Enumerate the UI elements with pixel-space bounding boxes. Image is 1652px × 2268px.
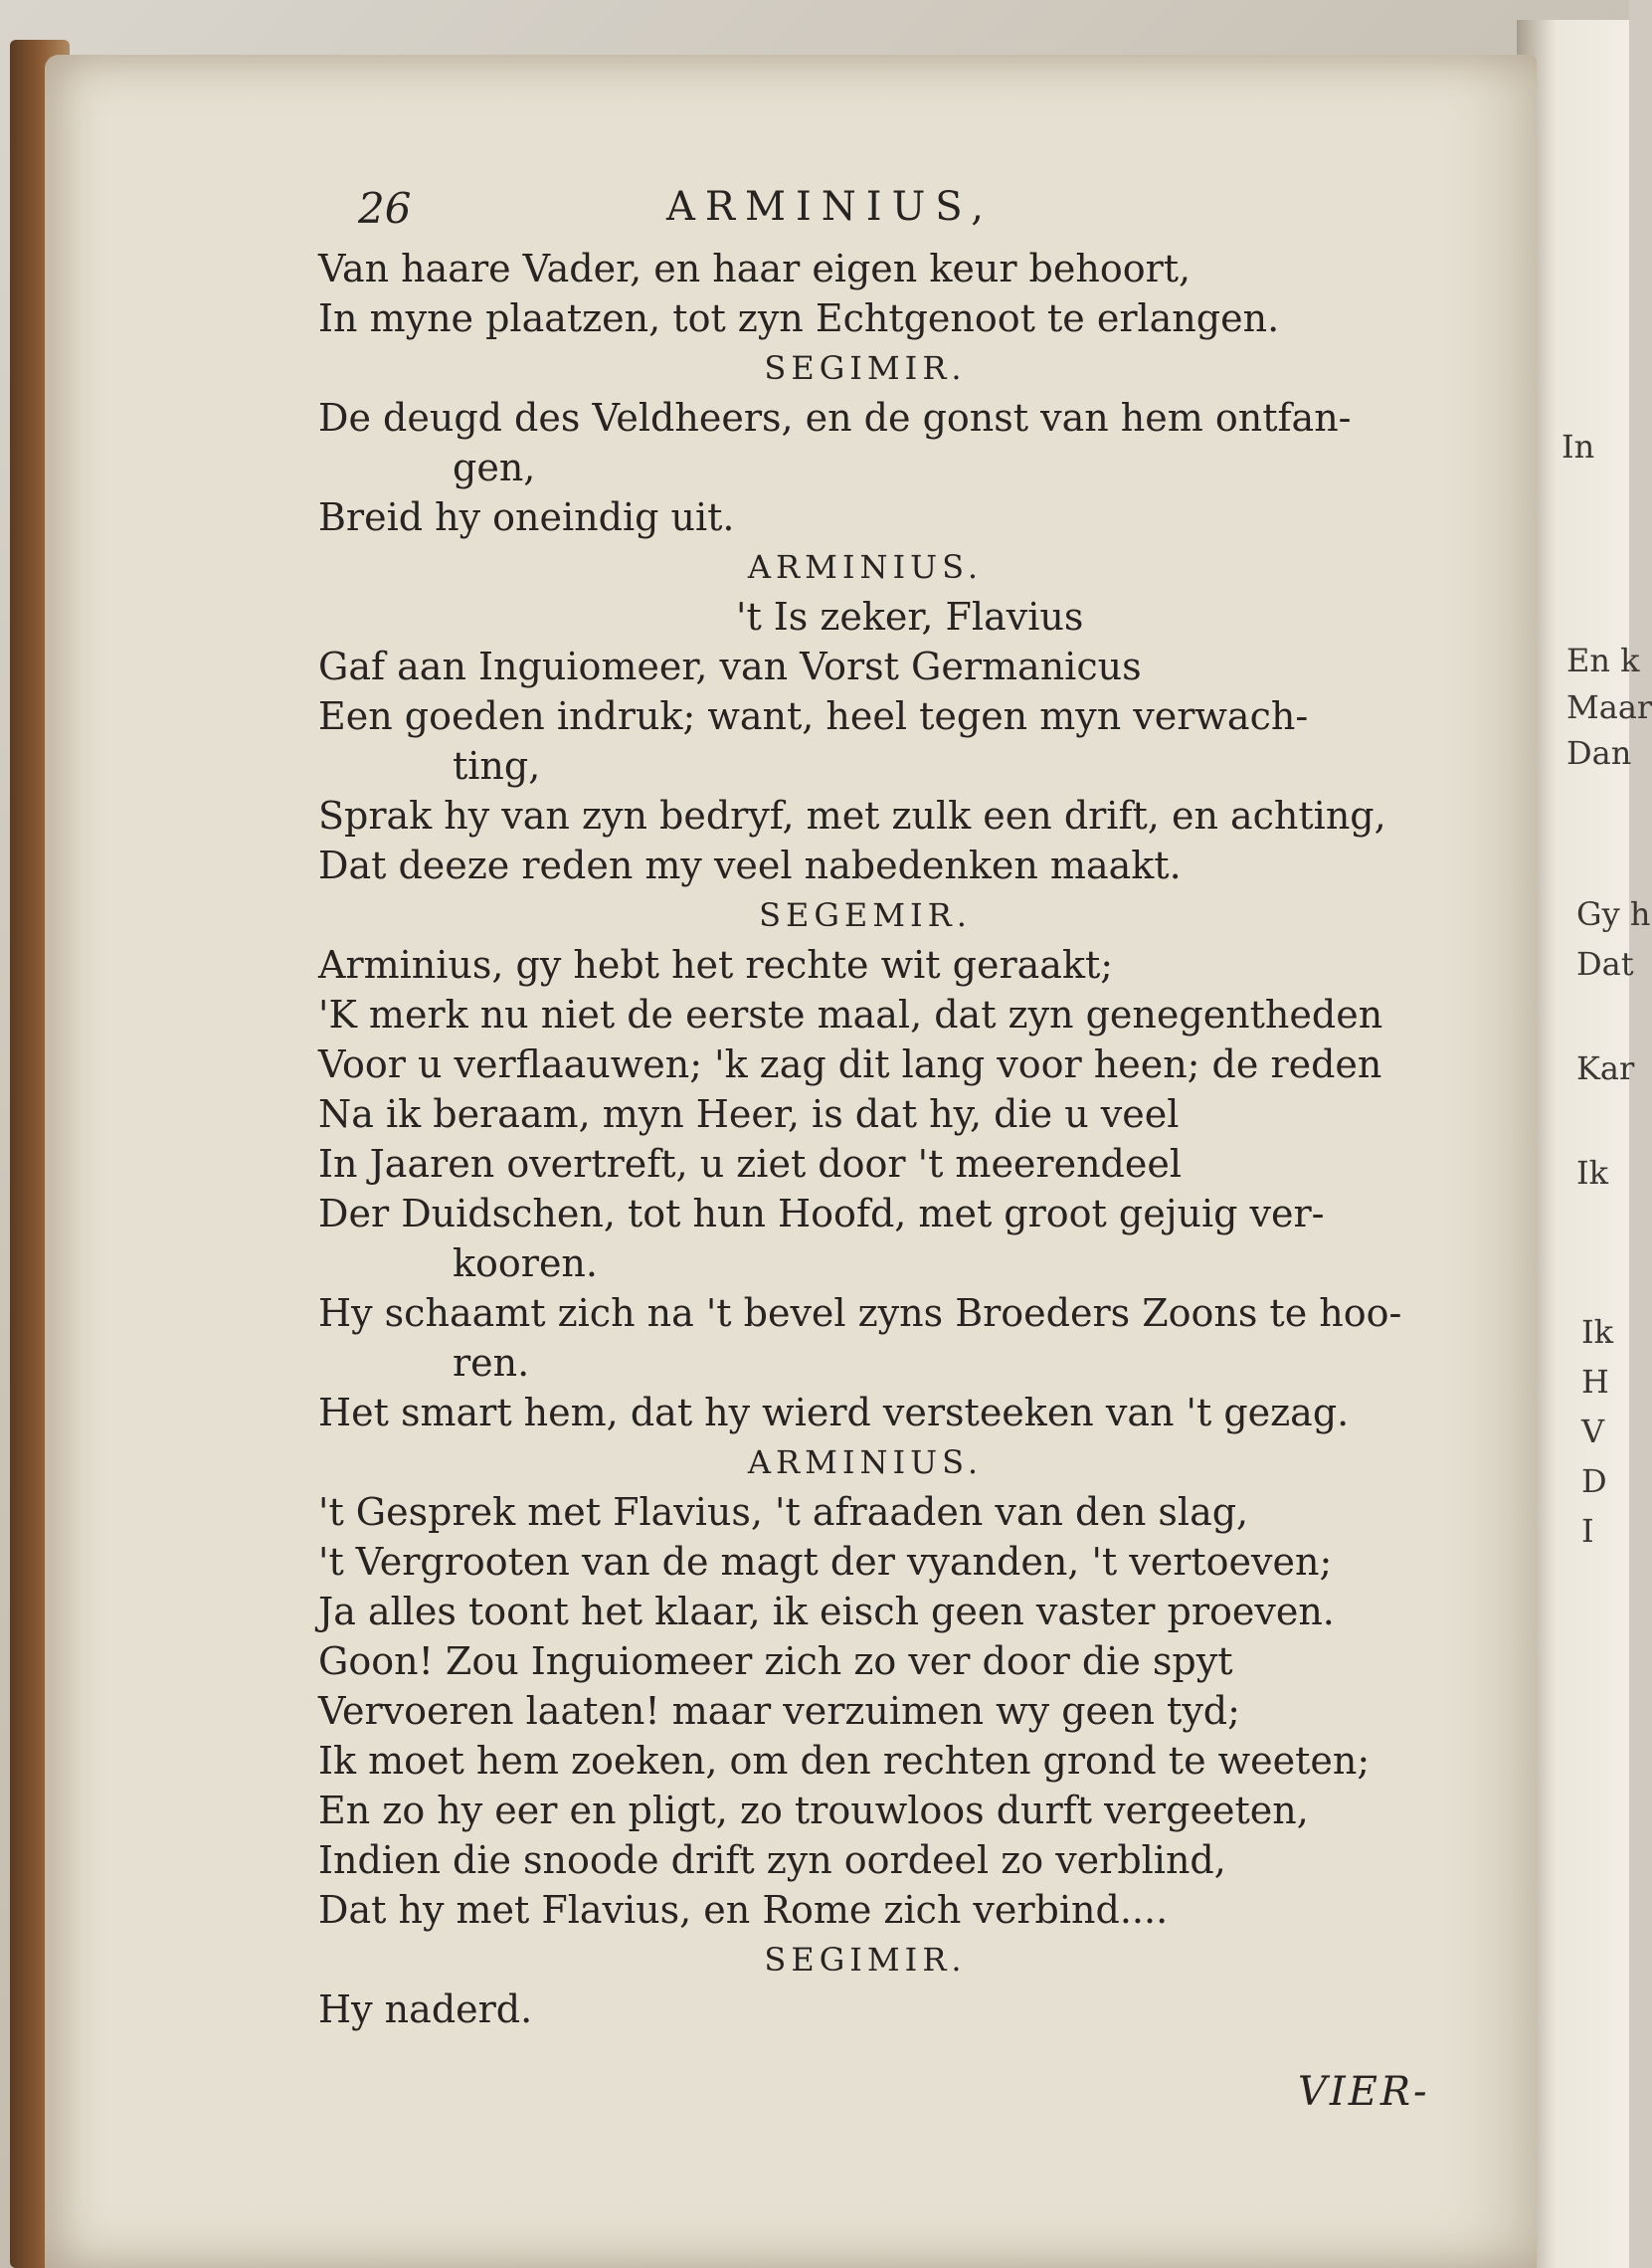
verse-line: En zo hy eer en pligt, zo trouwloos durft vergeeten, bbox=[318, 1789, 1309, 1832]
running-head bbox=[318, 184, 1512, 244]
facing-page-fragment: Kar bbox=[1576, 1049, 1635, 1087]
verse-line: 'K merk nu niet de eerste maal, dat zyn genegentheden bbox=[318, 993, 1383, 1037]
verse-line-continuation: kooren. bbox=[453, 1241, 598, 1285]
facing-page-fragment: Ik bbox=[1581, 1313, 1614, 1351]
facing-page-fragment: Ik bbox=[1576, 1154, 1609, 1192]
verse-line: In myne plaatzen, tot zyn Echtgenoot te erlangen. bbox=[318, 296, 1280, 340]
speaker-name: SEGEMIR. bbox=[759, 896, 972, 934]
verse-line: Indien die snoode drift zyn oordeel zo verblind, bbox=[318, 1838, 1226, 1882]
speaker-name: SEGIMIR. bbox=[764, 349, 967, 387]
verse-line: Van haare Vader, en haar eigen keur behoort, bbox=[318, 247, 1192, 290]
verse-line: 't Vergrooten van de magt der vyanden, 't vertoeven; bbox=[318, 1540, 1333, 1584]
verse-line-continuation: ren. bbox=[453, 1341, 530, 1385]
verse-line: Voor u verflaauwen; 'k zag dit lang voor heen; de reden bbox=[318, 1042, 1382, 1086]
verse-line: Sprak hy van zyn bedryf, met zulk een drift, en achting, bbox=[318, 794, 1386, 838]
verse-line: Der Duidschen, tot hun Hoofd, met groot gejuig ver- bbox=[318, 1192, 1325, 1235]
verse-line: Hy naderd. bbox=[318, 1987, 533, 2031]
verse-line: Gaf aan Inguiomeer, van Vorst Germanicus bbox=[318, 645, 1142, 688]
facing-page-fragment: Dat bbox=[1576, 945, 1634, 983]
verse-line: Arminius, gy hebt het rechte wit geraakt; bbox=[318, 943, 1114, 987]
page-number: 26 bbox=[358, 184, 412, 233]
facing-page-fragment: En k bbox=[1566, 642, 1640, 679]
speaker-name: ARMINIUS. bbox=[747, 1443, 984, 1481]
verse-line: Het smart hem, dat hy wierd versteeken van 't gezag. bbox=[318, 1391, 1350, 1434]
verse-line: Breid hy oneindig uit. bbox=[318, 495, 735, 539]
verse-line: Dat deeze reden my veel nabedenken maakt. bbox=[318, 844, 1182, 887]
facing-page-fragment: H bbox=[1581, 1363, 1609, 1401]
facing-page-fragment: V bbox=[1581, 1413, 1605, 1450]
verse-line-continuation: gen, bbox=[453, 446, 536, 489]
speaker-name: ARMINIUS. bbox=[747, 548, 984, 586]
facing-page-fragment: Gy h bbox=[1576, 895, 1651, 933]
facing-page-fragment: I bbox=[1581, 1512, 1594, 1550]
verse-line: Ik moet hem zoeken, om den rechten grond te weeten; bbox=[318, 1739, 1371, 1783]
verse-line-continuation: ting, bbox=[453, 744, 541, 788]
verse-line: Ja alles toont het klaar, ik eisch geen vaster proeven. bbox=[318, 1590, 1335, 1633]
verse-line: 't Gesprek met Flavius, 't afraaden van den slag, bbox=[318, 1490, 1249, 1534]
facing-page-fragment: D bbox=[1581, 1462, 1607, 1500]
verse-line: De deugd des Veldheers, en de gonst van hem ontfan- bbox=[318, 396, 1352, 440]
verse-line: In Jaaren overtreft, u ziet door 't meerendeel bbox=[318, 1142, 1183, 1186]
verse-line: Hy schaamt zich na 't bevel zyns Broeders Zoons te hoo- bbox=[318, 1291, 1402, 1335]
verse-line-half: 't Is zeker, Flavius bbox=[736, 595, 1084, 639]
facing-page-fragment: In bbox=[1561, 428, 1595, 466]
verse-line: Vervoeren laaten! maar verzuimen wy geen tyd; bbox=[318, 1689, 1240, 1733]
verse-line: Na ik beraam, myn Heer, is dat hy, die u veel bbox=[318, 1092, 1180, 1136]
facing-page-fragment: Maar bbox=[1566, 688, 1652, 726]
verse-line: Dat hy met Flavius, en Rome zich verbind.... bbox=[318, 1888, 1169, 1932]
verse-line: Een goeden indruk; want, heel tegen myn verwach- bbox=[318, 694, 1309, 738]
page-text bbox=[318, 184, 1512, 2034]
catchword: VIER- bbox=[1298, 2069, 1430, 2115]
facing-page-fragment: Dan bbox=[1566, 734, 1632, 772]
running-title: ARMINIUS, bbox=[666, 184, 994, 230]
speaker-name: SEGIMIR. bbox=[764, 1941, 967, 1979]
verse-line: Goon! Zou Inguiomeer zich zo ver door die spyt bbox=[318, 1639, 1233, 1683]
